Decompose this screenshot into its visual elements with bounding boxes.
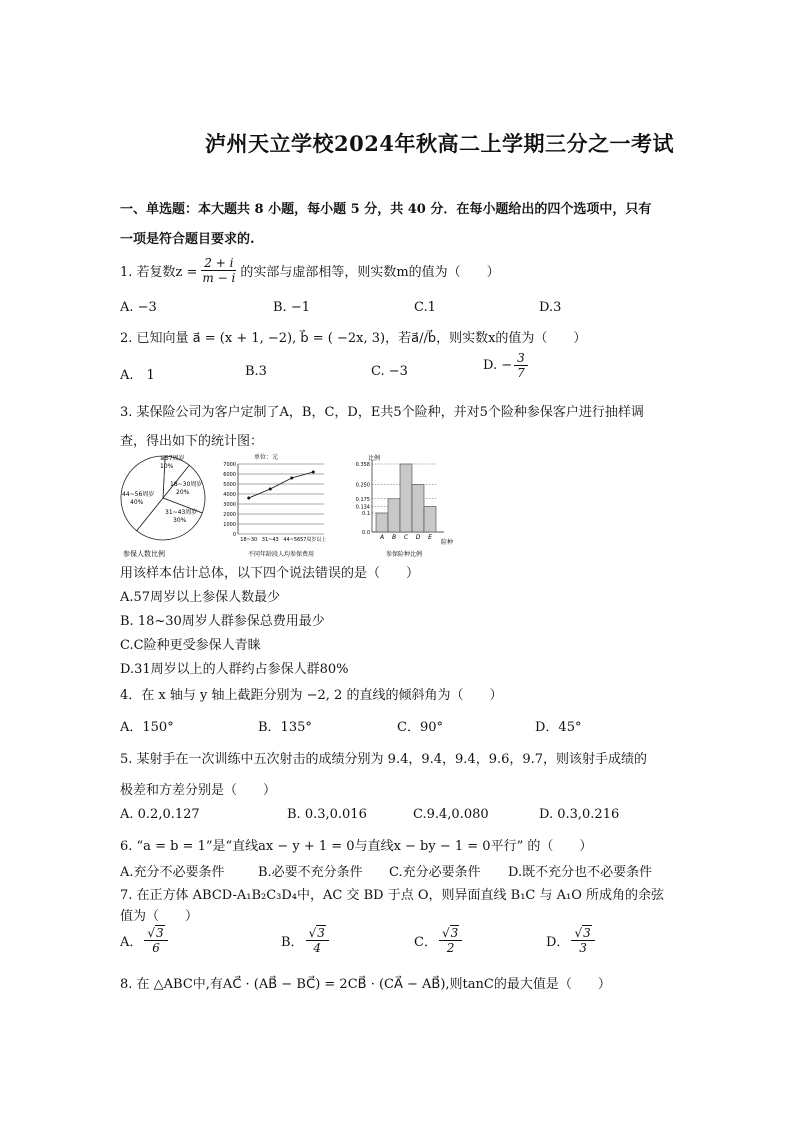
question-5-line2: 极差和方差分别是（ ） [120, 783, 277, 798]
line-chart [212, 452, 354, 560]
q7-optc-num [439, 925, 462, 941]
q1-frac-num: 2 + i [201, 256, 236, 271]
q1-frac-den: m − i [202, 271, 236, 285]
q7-optd-num [571, 925, 594, 941]
question-8: 8. 在 △ABC中,有AC⃗ · (AB⃗ − BC⃗) = 2CB⃗ · (CA⃗ − AB⃗),则tanC的最大值是（ ） [120, 977, 611, 992]
q3-option-a: A.57周岁以上参保人数最少 [120, 590, 281, 605]
q7-optb-num [306, 925, 329, 941]
line-marks [247, 471, 315, 500]
line-xtick-label: 44~56 [283, 537, 301, 543]
bar-ytick-label: 0.134 [355, 504, 370, 511]
bar [424, 507, 436, 532]
bar-xtick-label: C [403, 534, 409, 541]
q1-option-b: B. −1 [273, 300, 310, 315]
pie-label-18: 18~30周岁 [170, 481, 203, 488]
question-1 [120, 256, 500, 285]
page-title: 泸州天立学校2024年秋高二上学期三分之一考试 [205, 131, 674, 156]
q2-option-d [483, 351, 530, 380]
q7-optb-fraction [306, 925, 329, 955]
line-xtick-label: 57周岁以上 [300, 537, 327, 543]
q1-option-a: A. −3 [120, 300, 157, 315]
line-ytick-label: 5000 [223, 482, 236, 488]
q1-prefix: 1. 若复数z = [120, 265, 198, 280]
q7-optb-den: 4 [313, 941, 322, 955]
q1-option-c: C.1 [414, 300, 436, 315]
line-xtick-label: 31~43 [261, 537, 279, 543]
bar-ytick-label: 0.250 [355, 482, 370, 489]
q2-option-a: A. 1 [120, 368, 155, 383]
bar-xtick-label: E [428, 534, 432, 541]
bar-xtick-label: B [391, 534, 397, 541]
q3-option-c: C.C险种更受参保人青睐 [120, 638, 261, 653]
q7-optd-den: 3 [579, 941, 587, 955]
q7-optc-radicand: 3 [450, 926, 459, 940]
q6-option-c: C.充分必要条件 [389, 865, 481, 880]
sqrt-sign: √ [308, 926, 317, 940]
line-ytick-label: 3000 [223, 502, 236, 508]
q7-optd-radicand: 3 [583, 926, 591, 940]
q6-option-a: A.充分不必要条件 [120, 865, 225, 880]
q7-optc-fraction [439, 925, 462, 955]
question-4: 4．在 x 轴与 y 轴上截距分别为 −2, 2 的直线的倾斜角为（ ） [120, 688, 503, 703]
q1-fraction [199, 256, 238, 285]
bar-chart [348, 452, 468, 560]
line-ytick-label: 7000 [223, 462, 236, 468]
bar [400, 464, 412, 532]
pie-pct-18: 20% [176, 489, 190, 496]
question-7-line1: 7. 在正方体 ABCD-A₁B₂C₃D₄中，AC 交 BD 于点 O，则异面直线 B₁C 与 A₁O 所成角的余弦 [120, 888, 665, 903]
q2-optd-den: 7 [517, 366, 525, 380]
bar-caption: 参保险种比例 [386, 551, 423, 558]
pie-chart [118, 452, 210, 560]
bar-xtick-label: D [415, 534, 421, 541]
section-heading-line2: 一项是符合题目要求的. [120, 232, 255, 247]
q5-option-c: C.9.4,0.080 [413, 807, 489, 822]
section-heading-line1: 一、单选题：本大题共 8 小题，每小题 5 分，共 40 分．在每小题给出的四个选项中，只有 [120, 202, 652, 217]
pie-label-44: 44~56周岁 [122, 491, 155, 498]
question-2: 2. 已知向量 a⃗ = (x + 1, −2), b⃗ = ( −2x, 3)，若a⃗//b⃗，则实数x的值为（ ） [120, 331, 587, 346]
bar-ytick-label: 0.358 [355, 462, 370, 468]
q4-option-d: D．45° [535, 720, 582, 735]
q7-option-b [281, 925, 331, 955]
bar-ytick-label: 0.175 [355, 496, 370, 503]
q7-optd-label: D． [546, 934, 570, 950]
q5-option-b: B. 0.3,0.016 [287, 807, 367, 822]
q2-option-c: C. −3 [371, 364, 408, 379]
q4-option-c: C．90° [397, 720, 443, 735]
q1-suffix: 的实部与虚部相等，则实数m的值为（ ） [240, 265, 500, 280]
q7-option-d [546, 925, 597, 955]
q7-opta-label: A． [120, 934, 143, 950]
q2-optd-prefix: D. − [483, 358, 513, 373]
q2-optd-num: 3 [514, 351, 528, 366]
question-6: 6. “a = b = 1”是“直线ax − y + 1 = 0与直线x − by − 1 = 0平行” 的（ ） [120, 839, 593, 854]
pie-label-57: ≥57周岁 [160, 455, 185, 462]
q7-opta-radicand: 3 [156, 926, 164, 940]
question-7-line2: 值为（ ） [120, 909, 199, 924]
line-ytick-label: 6000 [223, 472, 236, 478]
bar-ytick-label: 0.0 [362, 530, 370, 536]
pie-label-31: 31~43周岁 [165, 509, 198, 516]
line-unit-label: 单位：元 [254, 454, 279, 461]
sqrt-sign: √ [441, 926, 450, 940]
q6-option-d: D.既不充分也不必要条件 [508, 865, 653, 880]
pie-pct-57: 10% [160, 463, 174, 470]
line-ytick-label: 1000 [223, 522, 236, 528]
bar-xtick-label: A [379, 534, 385, 541]
line-x-labels [240, 536, 326, 543]
q2-optd-fraction [514, 351, 528, 380]
q4-option-b: B．135° [258, 720, 312, 735]
q3-after: 用该样本估计总体，以下四个说法错误的是（ ） [120, 566, 420, 581]
q7-option-a [120, 925, 170, 955]
line-ytick-label: 4000 [223, 492, 236, 498]
q1-option-d: D.3 [539, 300, 562, 315]
q3-option-d: D.31周岁以上的人群约占参保人群80% [120, 662, 349, 677]
line-ytick-label: 0 [232, 532, 236, 538]
q3-option-b: B. 18~30周岁人群参保总费用最少 [120, 614, 325, 629]
q5-option-a: A. 0.2,0.127 [120, 807, 200, 822]
sqrt-sign: √ [574, 926, 583, 940]
q5-option-d: D. 0.3,0.216 [539, 807, 620, 822]
bar-xlabel: 险种 [441, 539, 454, 546]
line-caption: 不同年龄段人均参保费用 [248, 551, 315, 558]
bar [376, 513, 388, 532]
line-ytick-label: 2000 [223, 512, 236, 518]
q4-option-a: A．150° [120, 720, 174, 735]
q7-optd-fraction [571, 925, 594, 955]
q7-opta-fraction [144, 925, 167, 955]
bar [388, 499, 400, 532]
bar-ylabel: 比例 [368, 455, 381, 462]
q7-optb-label: B． [281, 934, 304, 950]
bar-x-labels [379, 534, 432, 541]
pie-pct-31: 30% [173, 517, 187, 524]
q7-optc-den: 2 [446, 941, 455, 955]
question-3-line1: 3. 某保险公司为客户定制了A，B，C，D，E共5个险种，并对5个险种参保客户进行抽样调 [120, 405, 644, 420]
bar-marks [376, 464, 436, 532]
q2-option-b: B.3 [245, 364, 267, 379]
pie-pct-44: 40% [130, 499, 144, 506]
sqrt-sign: √ [147, 926, 156, 940]
line-xtick-label: 18~30 [240, 537, 258, 543]
pie-caption: 参保人数比例 [123, 550, 165, 558]
question-3-line2: 查，得出如下的统计图： [120, 434, 264, 449]
bar-ytick-label: 0.1 [362, 511, 370, 518]
q7-optc-label: C． [414, 934, 437, 950]
bar [412, 485, 424, 532]
q6-option-b: B.必要不充分条件 [258, 865, 363, 880]
q7-opta-num [144, 925, 167, 941]
q7-option-c [414, 925, 464, 955]
q7-opta-den: 6 [152, 941, 160, 955]
question-5-line1: 5. 某射手在一次训练中五次射击的成绩分别为 9.4，9.4，9.4，9.6，9.7，则该射手成绩的 [120, 752, 648, 767]
q7-optb-radicand: 3 [317, 926, 325, 940]
